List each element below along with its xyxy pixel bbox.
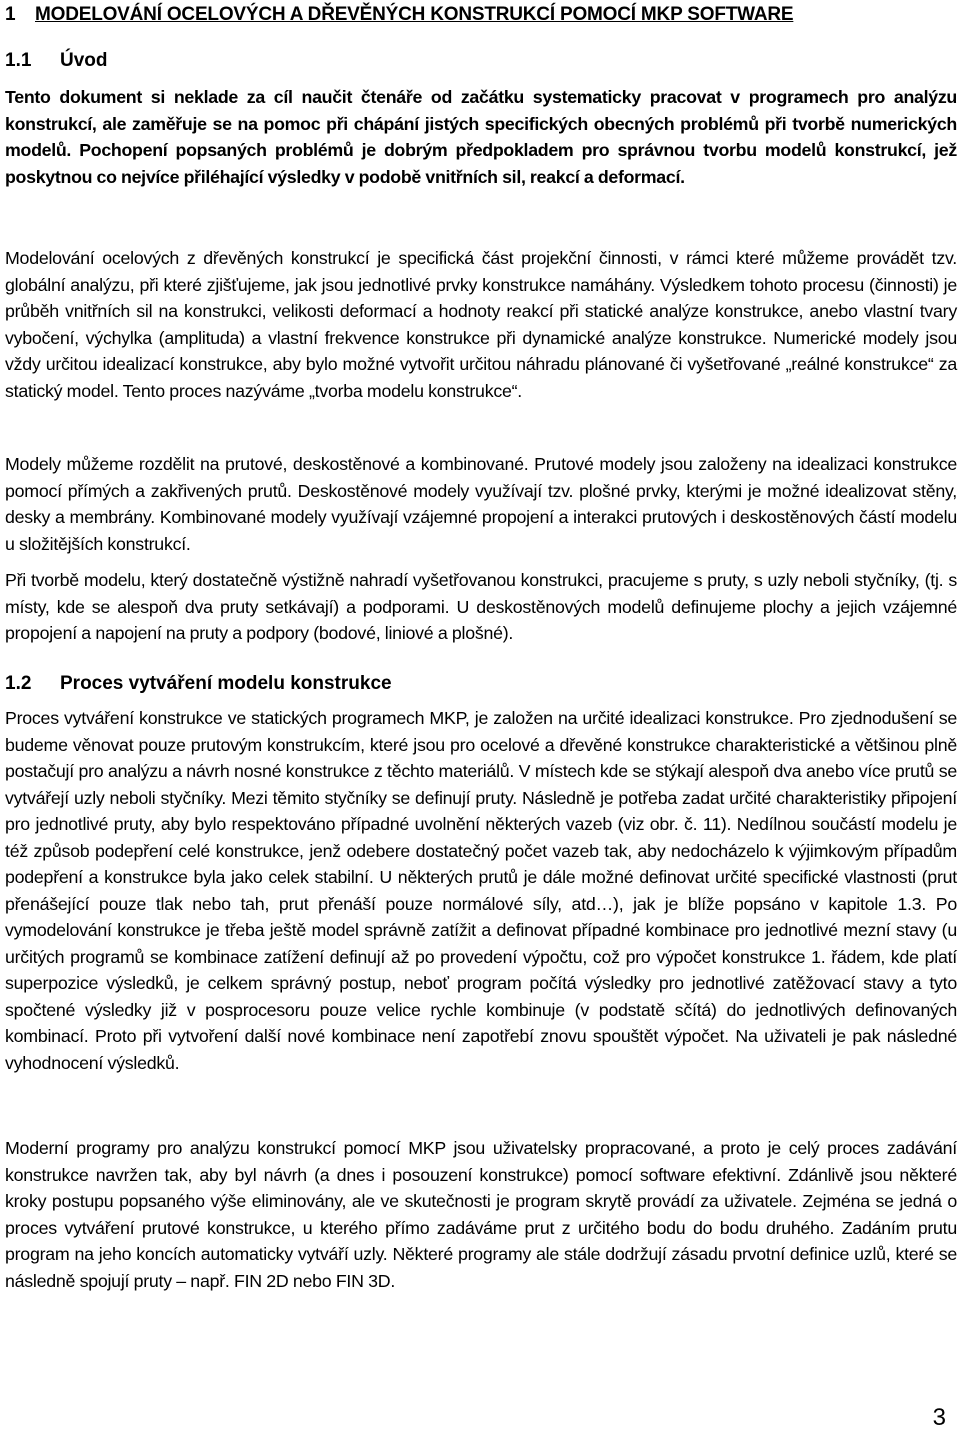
chapter-heading (5, 4, 793, 26)
paragraph-moderni: Moderní programy pro analýzu konstrukcí pomocí MKP jsou uživatelsky propracované, a proto je celý proces zadávání konstrukce navržen tak, aby byl návrh (a dnes i posouzení konstrukce) pomocí software efektivní. Zdánlivě jsou některé kroky postupu popsaného výše eliminovány, ale ve skutečnosti je program skrytě provádí za uživatele. Zejména se jedná o proces vytváření prutové konstrukce, u kterého přímo zadáváme prut z určitého bodu do bodu druhého. Zadáním prutu program na jeho koncích automaticky vytváří uzly. Některé programy ale stále dodržují zásadu prvotní definice uzlů, které se následně spojují pruty – např. FIN 2D nebo FIN 3D. (5, 1138, 957, 1291)
page-number: 3 (932, 1404, 946, 1431)
paragraph-tvorbe: Při tvorbě modelu, který dostatečně výstižně nahradí vyšetřovanou konstrukci, pracujeme s pruty, s uzly neboli styčníky, (tj. s místy, kde se alespoň dva pruty setkávají) a podporami. U deskostěnových modelů definujeme plochy a jejich vzájemné propojení a napojení na pruty a podpory (bodové, liniové a plošné). (5, 570, 957, 643)
section-number: 1.1 (5, 50, 32, 71)
section-title: Úvod (60, 50, 108, 71)
intro-paragraph: Tento dokument si neklade za cíl naučit čtenáře od začátku systematicky pracovat v programech pro analýzu konstrukcí, ale zaměřuje se na pomoc při chápání jistých specifických obecných problémů při tvorbě numerických modelů. Pochopení popsaných problémů je dobrým předpokladem pro správnou tvorbu modelů konstrukcí, jež poskytnou co nejvíce přiléhající výsledky v podobě vnitřních sil, reakcí a deformací. (5, 87, 957, 187)
section-heading-1-2 (5, 673, 392, 695)
section-heading-1-1 (5, 50, 108, 72)
section-number: 1.2 (5, 673, 32, 694)
section-title: Proces vytváření modelu konstrukce (60, 673, 392, 694)
paragraph-proces: Proces vytváření konstrukce ve statických programech MKP, je založen na určité idealizaci konstrukce. Pro zjednodušení se budeme věnovat pouze prutovým konstrukcím, které jsou pro ocelové a dřevěné konstrukce charakteristické a většinou plně postačují pro analýzu a návrh nosné konstrukce z těchto materiálů. V místech kde se stýkají alespoň dva anebo více prutů se vytvářejí uzly neboli styčníky. Mezi těmito styčníky se definují pruty. Následně je potřeba zadat určité charakteristiky připojení pro jednotlivé pruty, aby bylo respektováno případné uvolnění některých vazeb (viz obr. č. 11). Nedílnou součástí modelu je též způsob podepření celé konstrukce, jenž odebere dostatečný počet vazeb tak, aby nedocházelo k výjimkovým případům podepření a konstrukce byla jako celek stabilní. U některých prutů je dále možné definovat určité specifické vlastnosti (prut přenášející pouze tlak nebo tah, prut přenáší pouze normálové síly, atd…), jak je blíže popsáno v kapitole 1.3. Po vymodelování konstrukce je třeba ještě model správně zatížit a definovat případné kombinace pro jednotlivé mezní stavy (u určitých programů se kombinace zatížení definují až po provedení výpočtu, což pro výpočet konstrukce 1. řádem, kde platí superpozice výsledků, je celkem správný postup, neboť program počítá výsledky pro jednotlivé zatěžovací stavy a tyto spočtené výsledky již v posprocesoru pouze velice rychle kombinuje (v podstatě sčítá) do jednotlivých definovaných kombinací. Proto při vytvoření další nové kombinace není zapotřebí znovu spouštět výpočet. Na uživateli je pak následné vyhodnocení výsledků. (5, 708, 957, 1073)
paragraph-modely: Modely můžeme rozdělit na prutové, deskostěnové a kombinované. Prutové modely jsou založeny na idealizaci konstrukce pomocí přímých a zakřivených prutů. Deskostěnové modely využívají tzv. plošné prvky, kterými je možné idealizovat stěny, desky a membrány. Kombinované modely využívají vzájemné propojení a interakci prutových i deskostěnových částí modelu u složitějších konstrukcí. (5, 454, 957, 554)
paragraph-modelovani: Modelování ocelových z dřevěných konstrukcí je specifická část projekční činnosti, v rámci které můžeme provádět tzv. globální analýzu, při které zjišťujeme, jak jsou jednotlivé prvky konstrukce namáhány. Výsledkem tohoto procesu (činnosti) je průběh vnitřních sil na konstrukci, velikosti deformací a hodnoty reakcí při statické analýze konstrukce, anebo vlastní tvary vybočení, výchylka (amplituda) a vlastní frekvence konstrukce při dynamické analýze konstrukce. Numerické modely jsou vždy určitou idealizací konstrukce, aby bylo možné vytvořit určitou náhradu plánované či vyšetřované „reálné konstrukce“ za statický model. Tento proces nazýváme „tvorba modelu konstrukce“. (5, 248, 957, 401)
chapter-title: MODELOVÁNÍ OCELOVÝCH A DŘEVĚNÝCH KONSTRUKCÍ POMOCÍ MKP SOFTWARE (35, 4, 794, 25)
chapter-number: 1 (5, 4, 16, 25)
